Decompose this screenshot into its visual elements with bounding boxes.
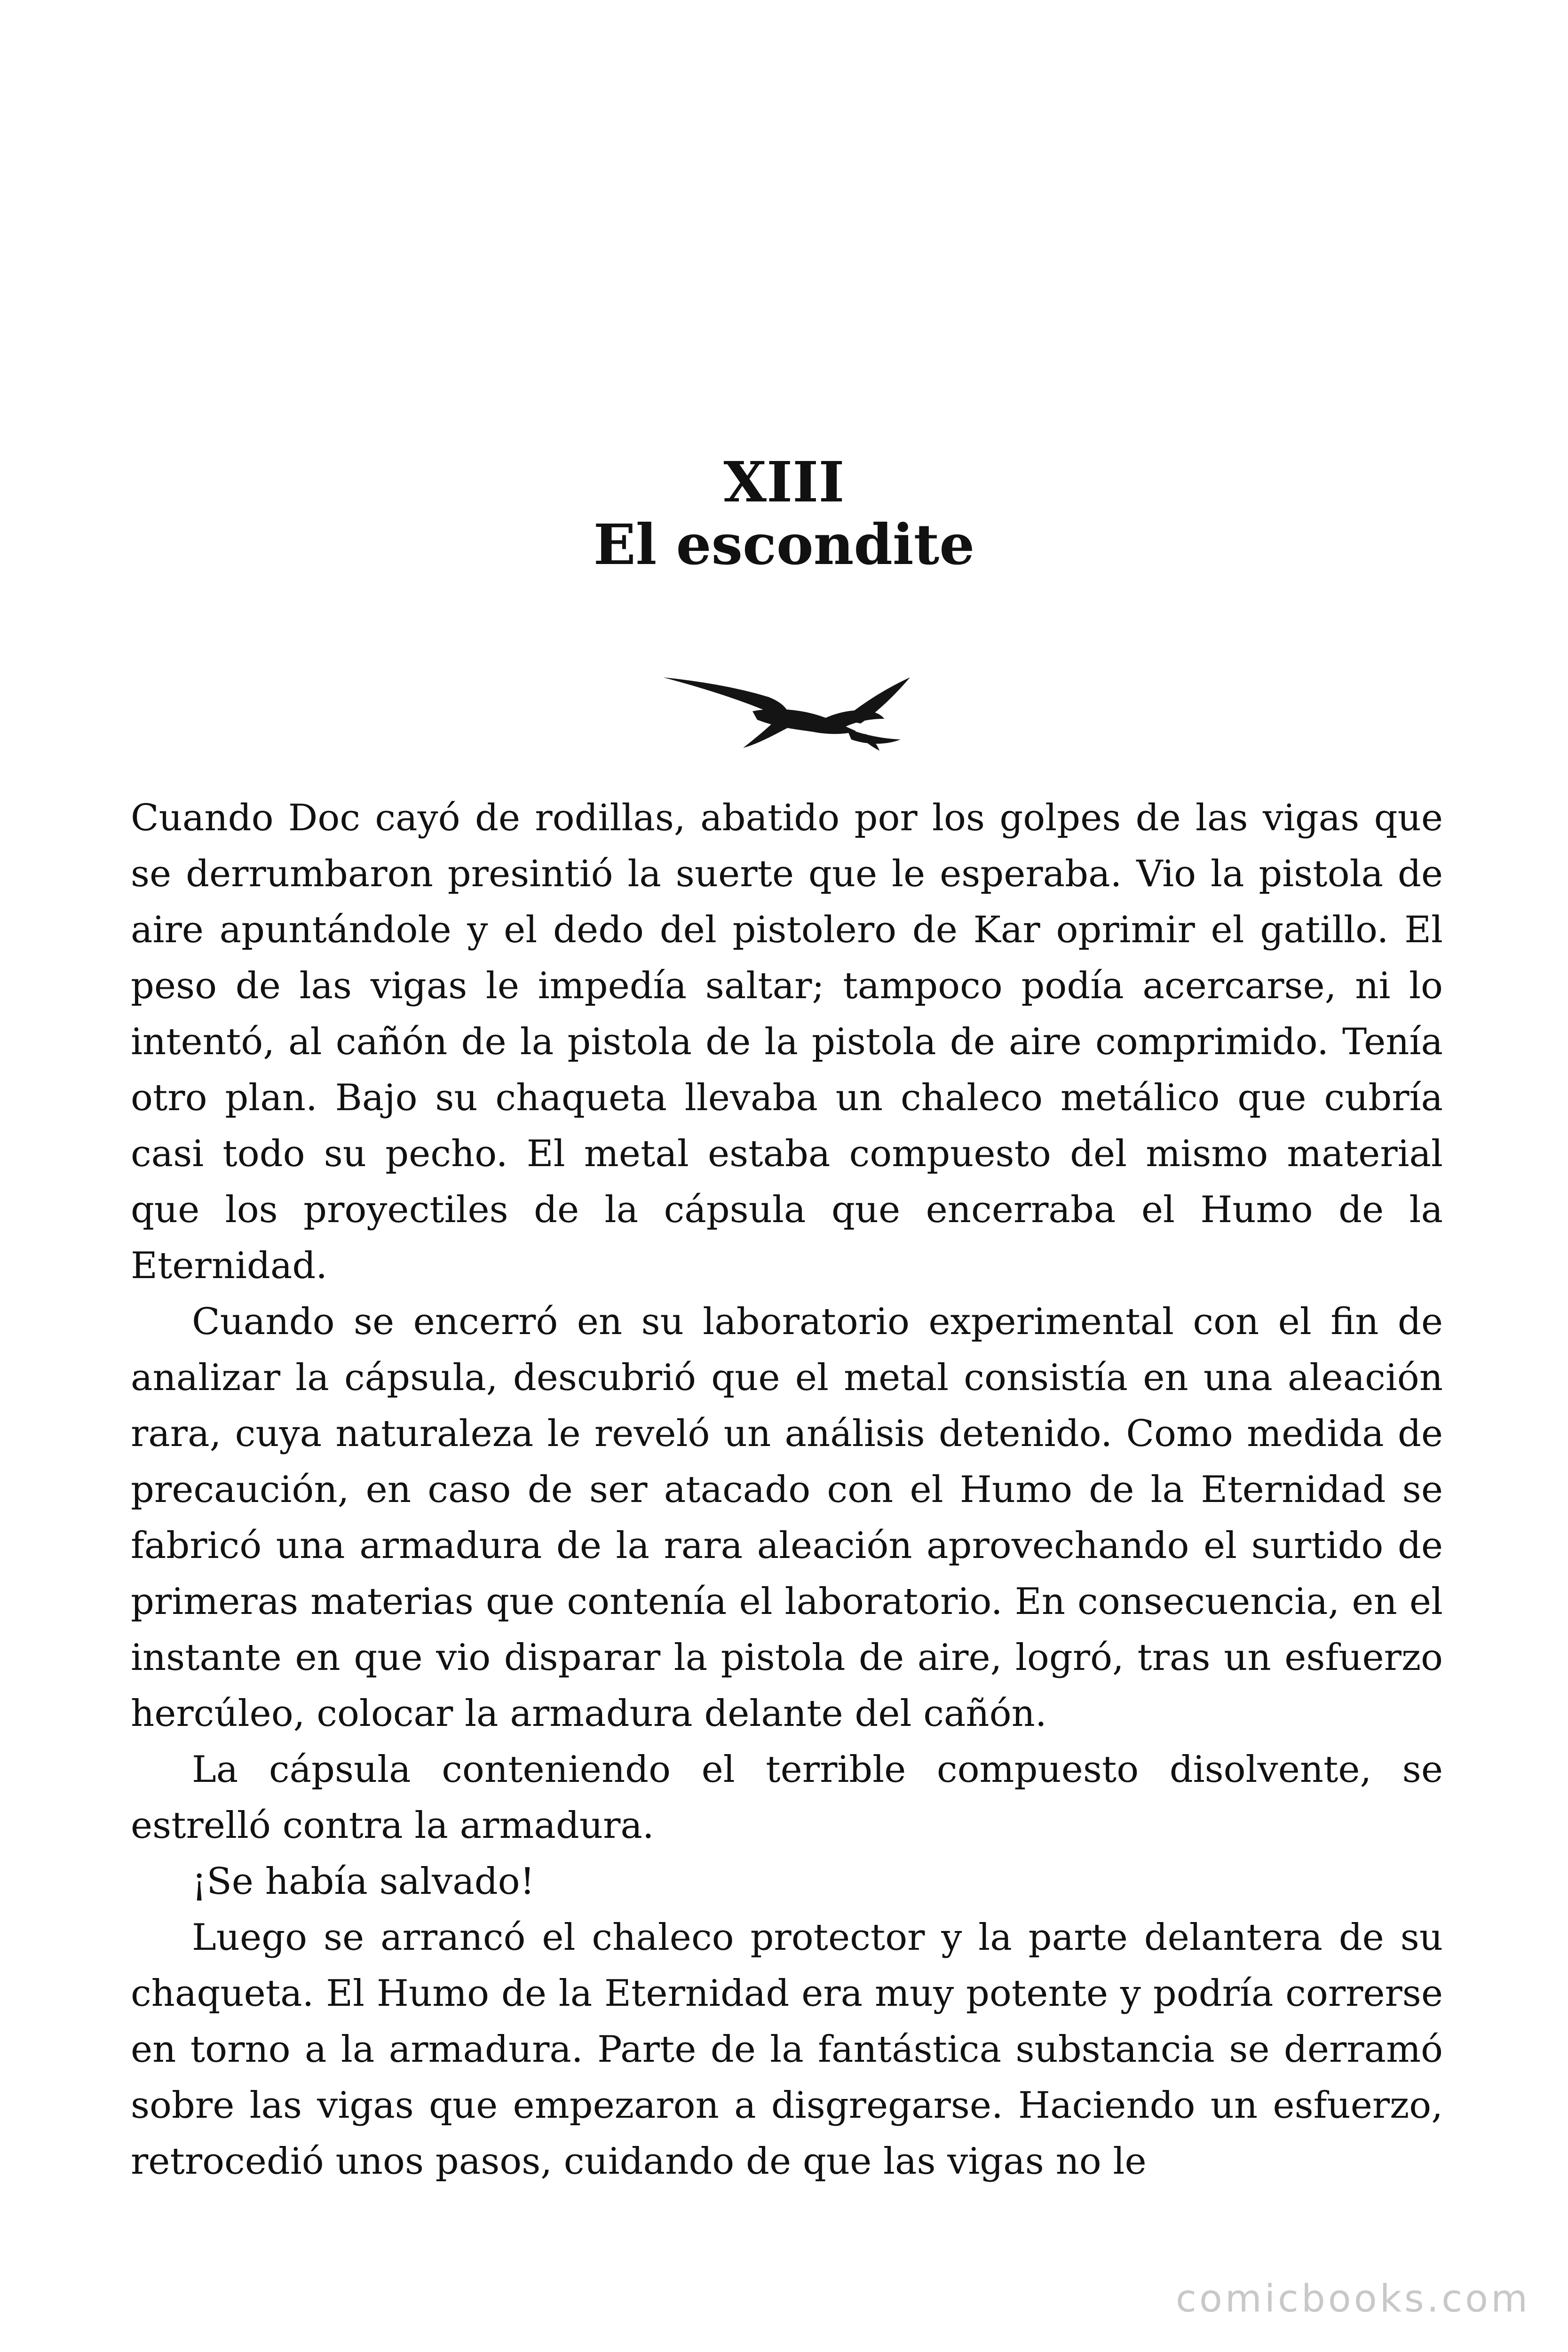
chapter-heading (0, 449, 1568, 577)
paragraph: ¡Se había salvado! (192, 1860, 535, 1903)
paragraph: La cápsula conteniendo el terrible compuesto disolvente, se estrelló contra la armadura. (131, 1748, 1443, 1847)
paragraph: Cuando Doc cayó de rodillas, abatido por los golpes de las vigas que se derrumbaron presintió la suerte que le esperaba. Vio la pistola de aire apuntándole y el dedo del pistolero de Kar oprimir el gatillo. El peso de las vigas le impedía saltar; tampoco podía acercarse, ni lo intentó, al cañón de la pistola de la pistola de aire comprimido. Tenía otro plan. Bajo su chaqueta llevaba un chaleco metálico que cubría casi todo su pecho. El metal estaba compuesto del mismo material que los proyectiles de la cápsula que encerraba el Humo de la Eternidad. (131, 797, 1443, 1287)
paragraph: Cuando se encerró en su laboratorio experimental con el fin de analizar la cápsula, descubrió que el metal consistía en una aleación rara, cuya naturaleza le reveló un análisis detenido. Como medida de precaución, en caso de ser atacado con el Humo de la Eternidad se fabricó una armadura de la rara aleación aprovechando el surtido de primeras materias que contenía el laboratorio. En consecuencia, en el instante en que vio disparar la pistola de aire, logró, tras un esfuerzo hercúleo, colocar la armadura delante del cañón. (131, 1301, 1443, 1735)
watermark: comicbooks.com (1175, 2277, 1530, 2320)
paragraph: Luego se arrancó el chaleco protector y la parte delantera de su chaqueta. El Humo de la Eternidad era muy potente y podría correrse en torno a la armadura. Parte de la fantástica substancia se derramó sobre las vigas que empezaron a disgregarse. Haciendo un esfuerzo, retrocedió unos pasos, cuidando de que las vigas no le (131, 1916, 1443, 2183)
pterodactyl-ornament-icon (658, 668, 912, 757)
chapter-title: El escondite (593, 512, 975, 577)
chapter-number: XIII (723, 449, 845, 515)
body-text (131, 790, 1443, 2190)
